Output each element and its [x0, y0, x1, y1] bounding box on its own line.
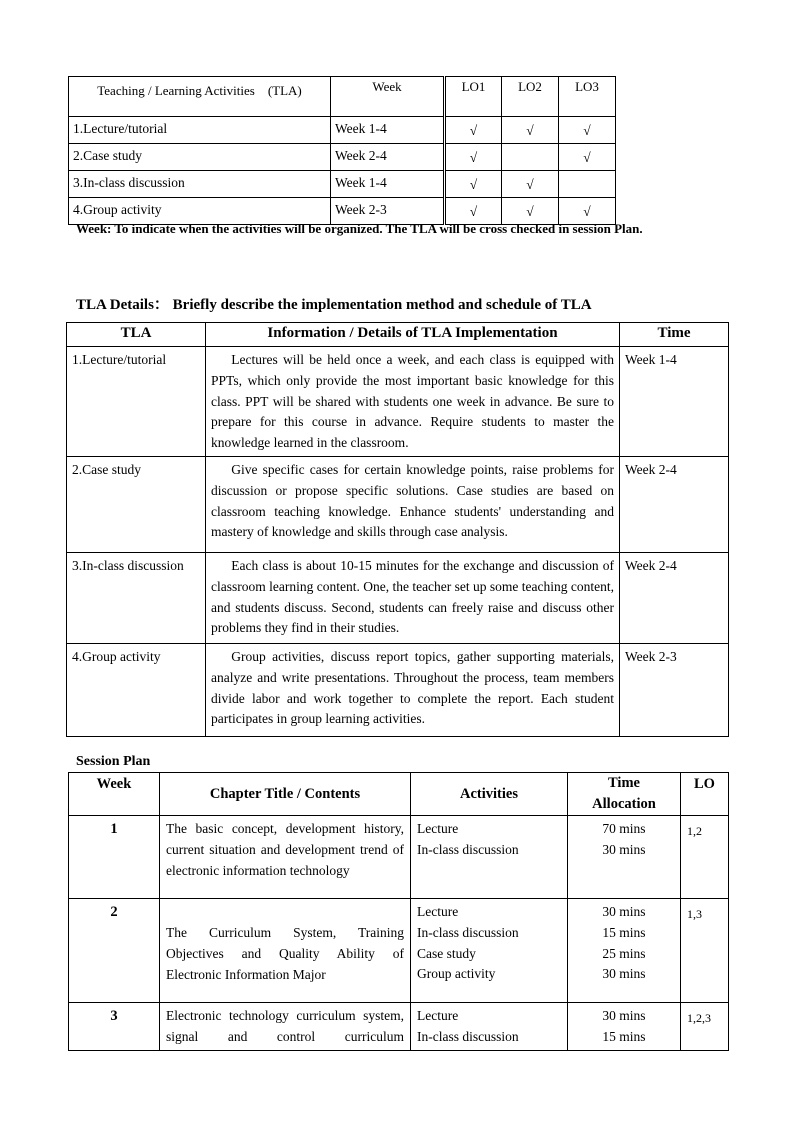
- time-cell: Week 2-3: [620, 643, 729, 736]
- chapter-cell: The basic concept, development history, current situation and development trend of electronic information technology: [160, 816, 411, 899]
- activity-item: Lecture: [417, 1008, 459, 1023]
- activity-item: Lecture: [417, 904, 459, 919]
- lo-column-header: LO: [681, 773, 729, 816]
- table-row: [67, 552, 729, 643]
- activity-item: In-class discussion: [417, 1028, 519, 1044]
- lo2-check: √: [502, 117, 559, 144]
- time-cell: Week 2-4: [620, 552, 729, 643]
- session-plan-table: [68, 772, 729, 1051]
- lo2-check: √: [502, 171, 559, 198]
- session-plan-heading: Session Plan: [76, 754, 151, 769]
- lo1-column-header: LO1: [445, 77, 502, 117]
- chapter-column-header: Chapter Title / Contents: [160, 773, 411, 816]
- time-item: 25 mins: [602, 945, 646, 961]
- activity-item: In-class discussion: [417, 841, 519, 857]
- lo3-check: √: [559, 117, 616, 144]
- tla-cell: 3.In-class discussion: [67, 552, 206, 643]
- time-column-header: Time Allocation: [568, 773, 681, 816]
- week-cell: 3: [69, 1003, 160, 1051]
- table-row: [67, 643, 729, 736]
- lo-cell: 1,2,3: [681, 1003, 729, 1051]
- activity-cell: 4.Group activity: [69, 198, 331, 225]
- lo3-check: √: [559, 144, 616, 171]
- week-cell: Week 1-4: [331, 117, 445, 144]
- time-cell: Week 2-4: [620, 456, 729, 552]
- time-cell: Week 1-4: [620, 347, 729, 457]
- lo2-column-header: LO2: [502, 77, 559, 117]
- table-row: [67, 456, 729, 552]
- table-row: [69, 117, 616, 144]
- lo3-column-header: LO3: [559, 77, 616, 117]
- time-item: 15 mins: [602, 1028, 646, 1044]
- time-item: 30 mins: [602, 841, 646, 857]
- activity-item: Case study: [417, 945, 476, 961]
- lo1-check: √: [445, 117, 502, 144]
- tla-details-table: [66, 322, 729, 737]
- lo1-check: √: [445, 198, 502, 225]
- activity-cell: 3.In-class discussion: [69, 171, 331, 198]
- time-column-header: Time: [620, 323, 729, 347]
- lo1-check: √: [445, 171, 502, 198]
- table-header-row: [69, 77, 616, 117]
- lo2-check: √: [502, 198, 559, 225]
- week-note: Week: To indicate when the activities will be organized. The TLA will be cross checked in session Plan.: [76, 221, 643, 236]
- time-cell: [568, 1003, 681, 1051]
- lo3-check: [559, 171, 616, 198]
- table-header-row: [69, 773, 729, 816]
- activities-cell: [411, 899, 568, 1003]
- lo-cell: 1,2: [681, 816, 729, 899]
- week-cell: Week 2-3: [331, 198, 445, 225]
- activity-item: Group activity: [417, 966, 496, 982]
- week-cell: Week 2-4: [331, 144, 445, 171]
- week-column-header: Week: [331, 77, 445, 117]
- lo-cell: 1,3: [681, 899, 729, 1003]
- table-row: [69, 816, 729, 899]
- info-cell: Lectures will be held once a week, and each class is equipped with PPTs, which only provide the most important basic knowledge for this class. PPT will be shared with students one week in advance. Be sure to prepare for this course in advance. Require students to master the knowledge learned in the classroom.: [206, 347, 620, 457]
- week-cell: 2: [69, 899, 160, 1003]
- activity-item: In-class discussion: [417, 924, 519, 940]
- info-cell: Give specific cases for certain knowledge points, raise problems for discussion or propose specific solutions. Case studies are based on classroom teaching knowledge. Enhance students' understanding and mastery of knowledge and skills through case analysis.: [206, 456, 620, 552]
- tla-cell: 4.Group activity: [67, 643, 206, 736]
- lo3-check: √: [559, 198, 616, 225]
- activity-item: Lecture: [417, 821, 459, 836]
- time-item: 15 mins: [602, 924, 646, 940]
- activities-cell: [411, 816, 568, 899]
- tla-cell: 2.Case study: [67, 456, 206, 552]
- table-header-row: [67, 323, 729, 347]
- tla-column-header: TLA: [67, 323, 206, 347]
- tla-cell: 1.Lecture/tutorial: [67, 347, 206, 457]
- table-row: [69, 899, 729, 1003]
- time-item: 30 mins: [602, 966, 646, 982]
- lo1-check: √: [445, 144, 502, 171]
- table-row: [69, 144, 616, 171]
- chapter-cell: The Curriculum System, Training Objectives and Quality Ability of Electronic Information Major: [160, 899, 411, 1003]
- table-row: [69, 171, 616, 198]
- chapter-cell: Electronic technology curriculum system, signal and control curriculum: [160, 1003, 411, 1051]
- info-cell: Each class is about 10-15 minutes for the exchange and discussion of classroom learning content. One, the teacher set up some teaching content, and students discuss. Second, students can freely raise and discuss other problems they find in their studies.: [206, 552, 620, 643]
- table-row: [69, 1003, 729, 1051]
- activity-cell: 2.Case study: [69, 144, 331, 171]
- tla-lo-matrix-table: [68, 76, 616, 225]
- activity-cell: 1.Lecture/tutorial: [69, 117, 331, 144]
- time-cell: [568, 816, 681, 899]
- week-cell: 1: [69, 816, 160, 899]
- activities-column-header: Activities: [411, 773, 568, 816]
- activities-cell: [411, 1003, 568, 1051]
- week-cell: Week 1-4: [331, 171, 445, 198]
- time-cell: [568, 899, 681, 1003]
- time-item: 30 mins: [602, 904, 646, 919]
- tla-column-header: Teaching / Learning Activities (TLA): [69, 77, 331, 117]
- time-item: 30 mins: [602, 1008, 646, 1023]
- info-column-header: Information / Details of TLA Implementation: [206, 323, 620, 347]
- lo2-check: [502, 144, 559, 171]
- info-cell: Group activities, discuss report topics, gather supporting materials, analyze and write presentations. Throughout the process, team members divide labor and work together to complete the report. Each student participates in group learning activities.: [206, 643, 620, 736]
- time-item: 70 mins: [602, 821, 646, 836]
- week-column-header: Week: [69, 773, 160, 816]
- table-row: [67, 347, 729, 457]
- tla-details-heading: TLA Details： Briefly describe the implementation method and schedule of TLA: [76, 297, 592, 313]
